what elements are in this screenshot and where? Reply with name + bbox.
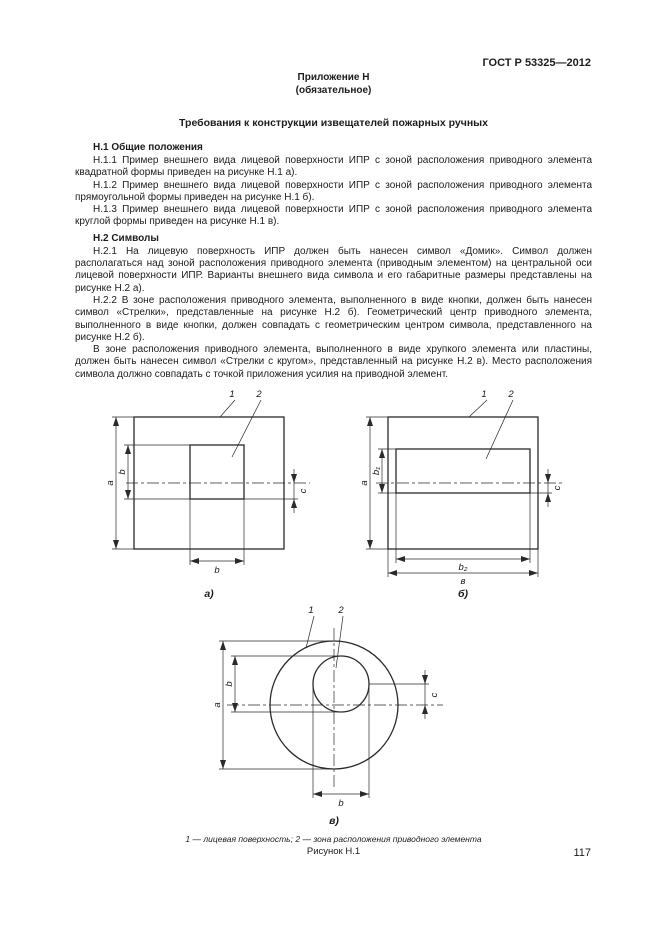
zone-outline bbox=[190, 445, 244, 499]
paragraph-n22-cont: В зоне расположения приводного элемента, выполненного в виде хрупкого элемента или пластины, должен быть нанесен символ «Стрелки с кругом», представленный на рисунке Н.2 в). Место расположения символа должно совпадать с точкой приложения усилия на приводной элемент. bbox=[75, 344, 592, 380]
content-column bbox=[75, 0, 592, 857]
subfigure-label-b: б) bbox=[457, 588, 468, 601]
callout-2: 2 bbox=[255, 389, 262, 401]
page-title: Требования к конструкции извещателей пожарных ручных bbox=[179, 117, 488, 129]
paragraph-n21: Н.2.1 На лицевую поверхность ИПР должен быть нанесен символ «Домик». Символ должен располагаться над зоной расположения приводного элемента (приводным элементом) на центральной оси лицевой поверхности ИПР. Варианты внешнего вида символа и его габаритные размеры представлены на рисунке Н.2 а). bbox=[75, 245, 592, 294]
figure-legend: 1 — лицевая поверхность; 2 — зона расположения приводного элемента bbox=[185, 834, 482, 845]
dimension-label-b-bottom: b bbox=[213, 565, 220, 577]
callouts-v bbox=[306, 605, 344, 668]
dimension-offset-c bbox=[530, 469, 563, 507]
section-heading-n2: Н.2 Символы bbox=[93, 232, 159, 244]
callouts-a bbox=[220, 389, 262, 457]
dimension-label-a: a bbox=[211, 702, 223, 708]
figure-caption: Рисунок Н.1 bbox=[306, 846, 361, 858]
dimension-zone-width bbox=[313, 684, 369, 809]
dimension-label-a: a bbox=[358, 480, 370, 486]
dimension-zone-height bbox=[117, 445, 190, 499]
figure-v-drawing bbox=[189, 602, 479, 830]
subfigure-label-v: в) bbox=[328, 815, 339, 828]
doc-number: ГОСТ Р 53325—2012 bbox=[482, 57, 591, 69]
dimension-zone-width bbox=[190, 499, 244, 576]
annex-block bbox=[75, 72, 592, 97]
dimension-offset-c bbox=[369, 670, 440, 719]
callout-2: 2 bbox=[507, 389, 514, 401]
dimension-label-b2: b₂ bbox=[458, 562, 467, 574]
zone-outline bbox=[396, 449, 530, 493]
section-heading-n1: Н.1 Общие положения bbox=[93, 142, 203, 153]
paragraph-n13: Н.1.3 Пример внешнего вида лицевой поверхности ИПР с зоной расположения приводного элемента круглой формы приведен на рисунке Н.1 в). bbox=[75, 204, 592, 228]
figure-b-drawing bbox=[336, 387, 586, 602]
dimension-label-b: b bbox=[223, 681, 235, 687]
paragraph-n11: Н.1.1 Пример внешнего вида лицевой поверхности ИПР с зоной расположения приводного элемента квадратной формы приведен на рисунке Н.1 а). bbox=[75, 155, 592, 179]
callout-1: 1 bbox=[228, 389, 235, 401]
dimension-label-c: c bbox=[297, 488, 309, 494]
annex-name: Приложение Н bbox=[297, 72, 370, 83]
figures-row bbox=[75, 387, 592, 602]
dimension-zone-width bbox=[396, 493, 530, 573]
dimension-label-a: a bbox=[104, 480, 116, 486]
callout-1: 1 bbox=[480, 389, 487, 401]
dimension-label-c: c bbox=[428, 692, 440, 698]
subfigure-label-a: а) bbox=[203, 588, 214, 601]
dimension-offset-c bbox=[244, 469, 309, 513]
annex-type: (обязательное) bbox=[295, 84, 372, 96]
dimension-label-v: в bbox=[460, 576, 465, 588]
callout-2: 2 bbox=[337, 605, 344, 617]
dimension-zone-height bbox=[371, 449, 396, 493]
page-number: 117 bbox=[573, 847, 591, 859]
figure-a-drawing bbox=[82, 387, 332, 602]
dimension-label-b-bottom: b bbox=[337, 798, 344, 810]
paragraph-n22: Н.2.2 В зоне расположения приводного элемента, выполненного в виде кнопки, должен быть нанесен символ «Стрелки», представленные на рисунке Н.2 б). Геометрический центр приводного элемента, выполненного в виде кнопки, должен совпадать с геометрическим центром символа, представленного на рисунке Н.2 б). bbox=[75, 294, 592, 343]
dimension-label-b1: b₁ bbox=[370, 466, 382, 476]
dimension-label-c: c bbox=[551, 485, 563, 491]
dimension-label-b: b bbox=[116, 469, 128, 475]
callout-1: 1 bbox=[307, 605, 314, 617]
figure-c-row bbox=[75, 602, 592, 830]
paragraph-n12: Н.1.2 Пример внешнего вида лицевой поверхности ИПР с зоной расположения приводного элемента прямоугольной формы приведен на рисунке Н.1 б). bbox=[75, 179, 592, 203]
zone-outline bbox=[313, 656, 369, 712]
